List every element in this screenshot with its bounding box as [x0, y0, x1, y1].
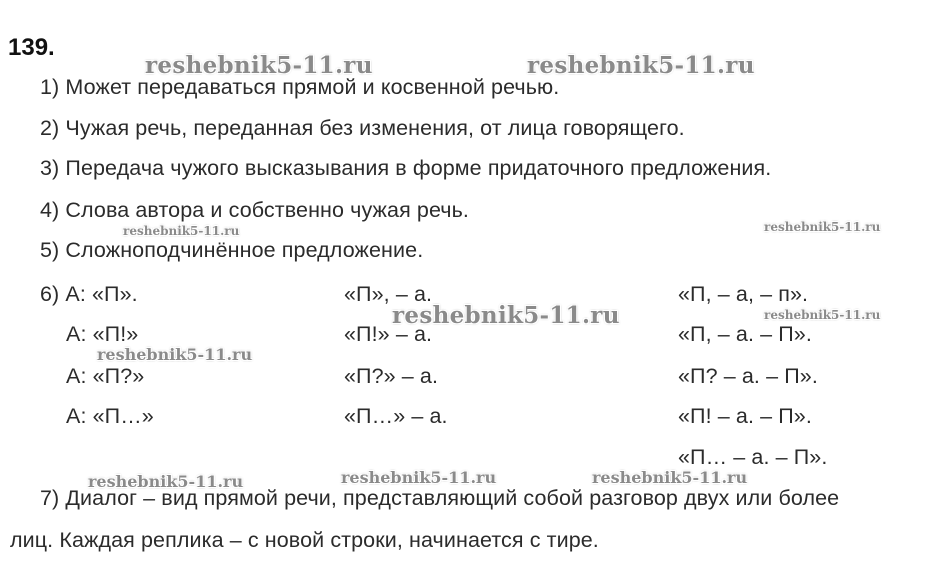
item-3: 3) Передача чужого высказывания в форме придаточного предложения.	[40, 156, 772, 180]
watermark: reshebnik5-11.ru	[88, 472, 244, 491]
watermark: reshebnik5-11.ru	[123, 224, 240, 238]
scheme-col3-row3: «П? – а. – П».	[678, 364, 818, 388]
scheme-col1-row3: А: «П?»	[66, 364, 145, 388]
item-4: 4) Слова автора и собственно чужая речь.	[40, 198, 469, 222]
item-5: 5) Сложноподчинённое предложение.	[40, 238, 424, 262]
scheme-col2-row3: «П?» – а.	[344, 364, 439, 388]
scheme-col2-row1: «П», – а.	[344, 282, 433, 306]
watermark: reshebnik5-11.ru	[764, 308, 881, 322]
scheme-col3-row1: «П, – а, – п».	[678, 282, 809, 306]
scheme-col2-row4: «П…» – а.	[344, 404, 448, 428]
scheme-col1-row4: А: «П…»	[66, 404, 154, 428]
item-7-line-1: 7) Диалог – вид прямой речи, представляющий собой разговор двух или более	[40, 486, 840, 510]
scheme-col2-row2: «П!» – а.	[344, 322, 433, 346]
watermark: reshebnik5-11.ru	[392, 302, 620, 329]
watermark: reshebnik5-11.ru	[145, 52, 373, 79]
item-7-line-2: лиц. Каждая реплика – с новой строки, начинается с тире.	[10, 528, 599, 552]
watermark: reshebnik5-11.ru	[97, 345, 253, 364]
scheme-col3-row2: «П, – а. – П».	[678, 322, 812, 346]
watermark: reshebnik5-11.ru	[341, 468, 497, 487]
scheme-col1-row2: А: «П!»	[66, 322, 139, 346]
item-2: 2) Чужая речь, переданная без изменения, от лица говорящего.	[40, 116, 685, 140]
watermark: reshebnik5-11.ru	[527, 52, 755, 79]
scheme-col3-row5: «П… – а. – П».	[678, 445, 828, 469]
item-1: 1) Может передаваться прямой и косвенной речью.	[40, 75, 560, 99]
scheme-col3-row4: «П! – а. – П».	[678, 404, 812, 428]
task-number: 139.	[8, 34, 55, 61]
watermark: reshebnik5-11.ru	[592, 468, 748, 487]
watermark: reshebnik5-11.ru	[764, 220, 881, 234]
scheme-col1-row1: 6) А: «П».	[40, 282, 138, 306]
